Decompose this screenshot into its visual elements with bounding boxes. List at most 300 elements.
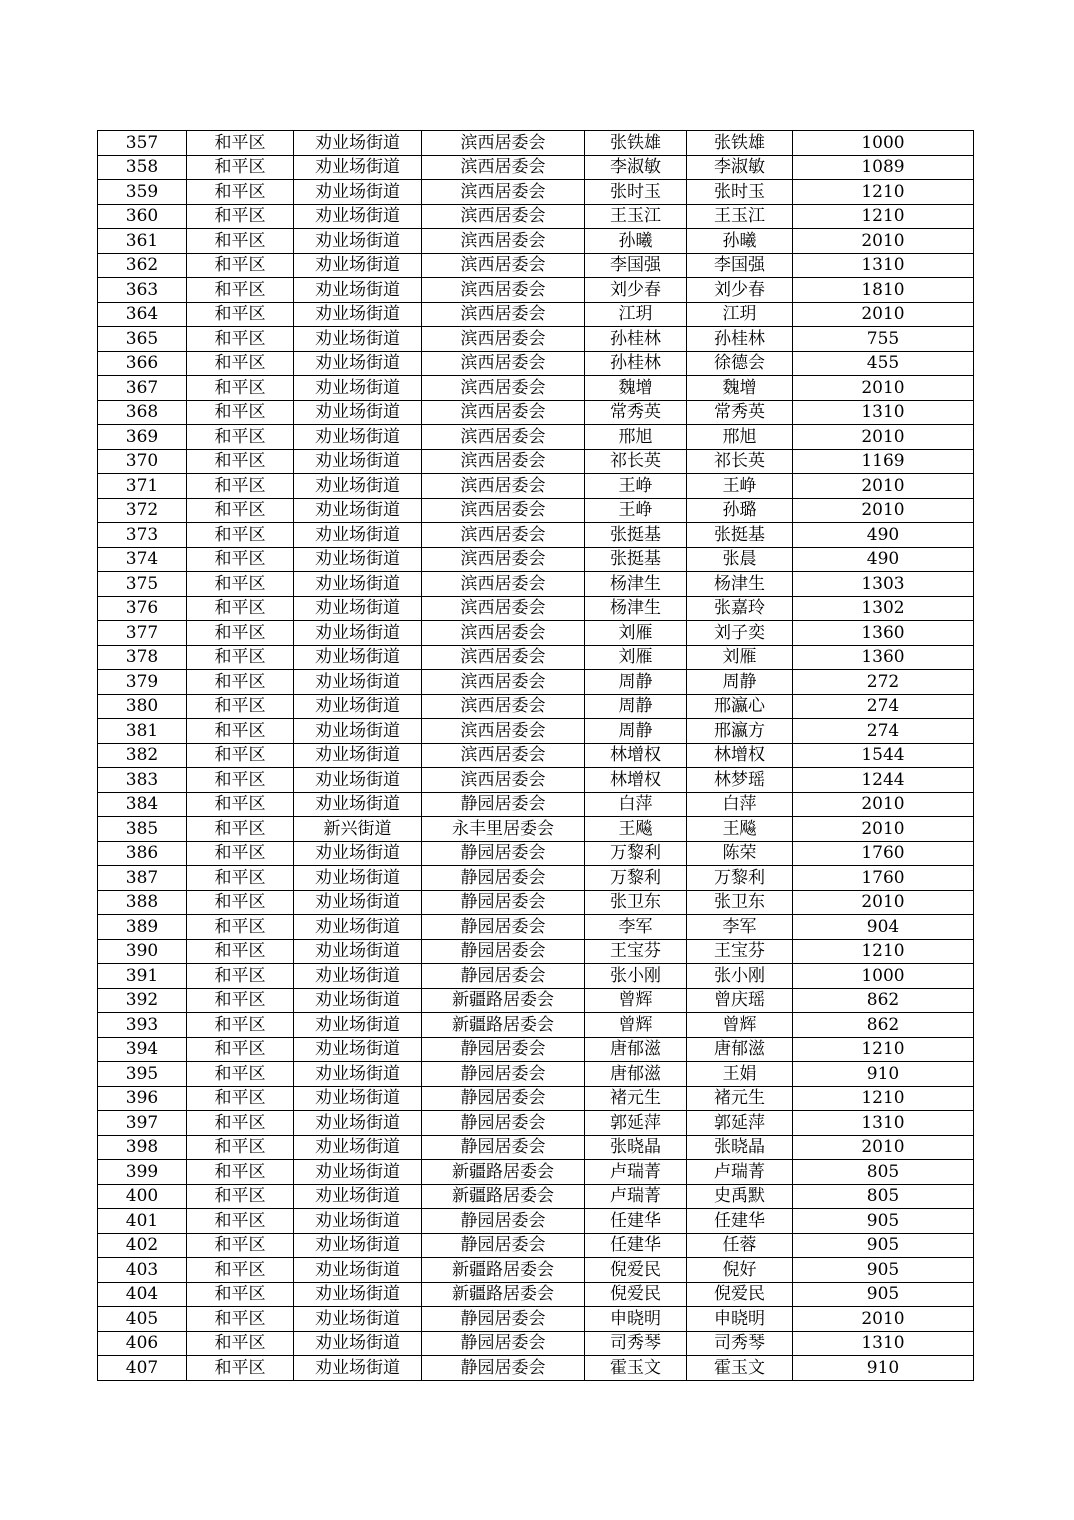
district-cell: 和平区 — [187, 572, 294, 597]
applicant-cell: 李军 — [585, 915, 687, 940]
committee-cell: 静园居委会 — [422, 890, 585, 915]
committee-cell: 滨西居委会 — [422, 523, 585, 548]
district-cell: 和平区 — [187, 743, 294, 768]
member-cell: 邢瀛心 — [687, 694, 793, 719]
applicant-cell: 孙桂林 — [585, 351, 687, 376]
street-cell: 劝业场街道 — [294, 1356, 422, 1381]
committee-cell: 静园居委会 — [422, 1209, 585, 1234]
applicant-cell: 申晓明 — [585, 1307, 687, 1332]
member-cell: 邢瀛方 — [687, 719, 793, 744]
amount-cell: 1210 — [793, 180, 974, 205]
committee-cell: 静园居委会 — [422, 1307, 585, 1332]
district-cell: 和平区 — [187, 400, 294, 425]
amount-cell: 1360 — [793, 621, 974, 646]
district-cell: 和平区 — [187, 645, 294, 670]
member-cell: 张嘉玲 — [687, 596, 793, 621]
committee-cell: 静园居委会 — [422, 1233, 585, 1258]
committee-cell: 滨西居委会 — [422, 131, 585, 156]
applicant-cell: 周静 — [585, 694, 687, 719]
committee-cell: 滨西居委会 — [422, 278, 585, 303]
street-cell: 劝业场街道 — [294, 523, 422, 548]
applicant-cell: 刘少春 — [585, 278, 687, 303]
applicant-cell: 张挺基 — [585, 523, 687, 548]
member-cell: 李军 — [687, 915, 793, 940]
committee-cell: 滨西居委会 — [422, 204, 585, 229]
table-row — [98, 1062, 974, 1087]
district-cell: 和平区 — [187, 351, 294, 376]
applicant-cell: 卢瑞菁 — [585, 1184, 687, 1209]
district-cell: 和平区 — [187, 449, 294, 474]
district-cell: 和平区 — [187, 376, 294, 401]
district-cell: 和平区 — [187, 1013, 294, 1038]
row-number-cell: 394 — [98, 1037, 187, 1062]
table-row — [98, 1111, 974, 1136]
amount-cell: 862 — [793, 988, 974, 1013]
table-row — [98, 670, 974, 695]
street-cell: 劝业场街道 — [294, 155, 422, 180]
street-cell: 劝业场街道 — [294, 670, 422, 695]
table-row — [98, 939, 974, 964]
amount-cell: 1089 — [793, 155, 974, 180]
table-row — [98, 988, 974, 1013]
amount-cell: 1000 — [793, 964, 974, 989]
amount-cell: 274 — [793, 719, 974, 744]
applicant-cell: 周静 — [585, 670, 687, 695]
row-number-cell: 384 — [98, 792, 187, 817]
street-cell: 劝业场街道 — [294, 425, 422, 450]
applicant-cell: 祁长英 — [585, 449, 687, 474]
committee-cell: 静园居委会 — [422, 1086, 585, 1111]
committee-cell: 静园居委会 — [422, 1062, 585, 1087]
row-number-cell: 387 — [98, 866, 187, 891]
street-cell: 劝业场街道 — [294, 890, 422, 915]
applicant-cell: 曾辉 — [585, 1013, 687, 1038]
amount-cell: 1210 — [793, 1037, 974, 1062]
table-row — [98, 596, 974, 621]
committee-cell: 滨西居委会 — [422, 180, 585, 205]
street-cell: 劝业场街道 — [294, 1135, 422, 1160]
applicant-cell: 倪爱民 — [585, 1258, 687, 1283]
committee-cell: 静园居委会 — [422, 1111, 585, 1136]
member-cell: 王飚 — [687, 817, 793, 842]
amount-cell: 1360 — [793, 645, 974, 670]
member-cell: 孙桂林 — [687, 327, 793, 352]
table-row — [98, 1013, 974, 1038]
table-row — [98, 180, 974, 205]
row-number-cell: 386 — [98, 841, 187, 866]
committee-cell: 新疆路居委会 — [422, 988, 585, 1013]
street-cell: 劝业场街道 — [294, 229, 422, 254]
applicant-cell: 林增权 — [585, 768, 687, 793]
row-number-cell: 361 — [98, 229, 187, 254]
row-number-cell: 383 — [98, 768, 187, 793]
applicant-cell: 白萍 — [585, 792, 687, 817]
amount-cell: 1310 — [793, 253, 974, 278]
member-cell: 曾辉 — [687, 1013, 793, 1038]
street-cell: 劝业场街道 — [294, 1331, 422, 1356]
committee-cell: 滨西居委会 — [422, 621, 585, 646]
row-number-cell: 381 — [98, 719, 187, 744]
row-number-cell: 357 — [98, 131, 187, 156]
applicant-cell: 曾辉 — [585, 988, 687, 1013]
applicant-cell: 司秀琴 — [585, 1331, 687, 1356]
amount-cell: 910 — [793, 1356, 974, 1381]
row-number-cell: 396 — [98, 1086, 187, 1111]
street-cell: 劝业场街道 — [294, 1062, 422, 1087]
committee-cell: 滨西居委会 — [422, 376, 585, 401]
committee-cell: 滨西居委会 — [422, 425, 585, 450]
row-number-cell: 369 — [98, 425, 187, 450]
amount-cell: 2010 — [793, 1307, 974, 1332]
applicant-cell: 杨津生 — [585, 596, 687, 621]
row-number-cell: 393 — [98, 1013, 187, 1038]
district-cell: 和平区 — [187, 915, 294, 940]
committee-cell: 滨西居委会 — [422, 768, 585, 793]
table-row — [98, 498, 974, 523]
district-cell: 和平区 — [187, 425, 294, 450]
street-cell: 劝业场街道 — [294, 988, 422, 1013]
row-number-cell: 406 — [98, 1331, 187, 1356]
amount-cell: 2010 — [793, 498, 974, 523]
row-number-cell: 404 — [98, 1282, 187, 1307]
member-cell: 陈荣 — [687, 841, 793, 866]
committee-cell: 滨西居委会 — [422, 596, 585, 621]
amount-cell: 755 — [793, 327, 974, 352]
member-cell: 王宝芬 — [687, 939, 793, 964]
committee-cell: 静园居委会 — [422, 939, 585, 964]
committee-cell: 滨西居委会 — [422, 572, 585, 597]
district-cell: 和平区 — [187, 964, 294, 989]
amount-cell: 905 — [793, 1282, 974, 1307]
member-cell: 曾庆瑶 — [687, 988, 793, 1013]
district-cell: 和平区 — [187, 1184, 294, 1209]
street-cell: 劝业场街道 — [294, 1160, 422, 1185]
committee-cell: 滨西居委会 — [422, 670, 585, 695]
street-cell: 劝业场街道 — [294, 841, 422, 866]
amount-cell: 1244 — [793, 768, 974, 793]
row-number-cell: 360 — [98, 204, 187, 229]
amount-cell: 1303 — [793, 572, 974, 597]
committee-cell: 滨西居委会 — [422, 351, 585, 376]
applicant-cell: 褚元生 — [585, 1086, 687, 1111]
row-number-cell: 392 — [98, 988, 187, 1013]
row-number-cell: 385 — [98, 817, 187, 842]
street-cell: 劝业场街道 — [294, 498, 422, 523]
member-cell: 林增权 — [687, 743, 793, 768]
member-cell: 王娟 — [687, 1062, 793, 1087]
row-number-cell: 367 — [98, 376, 187, 401]
district-cell: 和平区 — [187, 866, 294, 891]
member-cell: 霍玉文 — [687, 1356, 793, 1381]
amount-cell: 862 — [793, 1013, 974, 1038]
district-cell: 和平区 — [187, 988, 294, 1013]
table-row — [98, 1258, 974, 1283]
district-cell: 和平区 — [187, 1331, 294, 1356]
row-number-cell: 377 — [98, 621, 187, 646]
amount-cell: 905 — [793, 1258, 974, 1283]
district-cell: 和平区 — [187, 596, 294, 621]
member-cell: 周静 — [687, 670, 793, 695]
amount-cell: 1760 — [793, 866, 974, 891]
amount-cell: 805 — [793, 1160, 974, 1185]
street-cell: 劝业场街道 — [294, 1258, 422, 1283]
amount-cell: 2010 — [793, 792, 974, 817]
member-cell: 张时玉 — [687, 180, 793, 205]
row-number-cell: 376 — [98, 596, 187, 621]
street-cell: 劝业场街道 — [294, 351, 422, 376]
row-number-cell: 390 — [98, 939, 187, 964]
district-cell: 和平区 — [187, 1282, 294, 1307]
row-number-cell: 378 — [98, 645, 187, 670]
committee-cell: 滨西居委会 — [422, 474, 585, 499]
amount-cell: 2010 — [793, 229, 974, 254]
applicant-cell: 江玥 — [585, 302, 687, 327]
row-number-cell: 379 — [98, 670, 187, 695]
row-number-cell: 364 — [98, 302, 187, 327]
applicant-cell: 孙桂林 — [585, 327, 687, 352]
row-number-cell: 366 — [98, 351, 187, 376]
applicant-cell: 邢旭 — [585, 425, 687, 450]
applicant-cell: 张卫东 — [585, 890, 687, 915]
district-cell: 和平区 — [187, 180, 294, 205]
table-row — [98, 302, 974, 327]
table-row — [98, 400, 974, 425]
applicant-cell: 张时玉 — [585, 180, 687, 205]
table-row — [98, 1184, 974, 1209]
row-number-cell: 395 — [98, 1062, 187, 1087]
member-cell: 张挺基 — [687, 523, 793, 548]
member-cell: 任蓉 — [687, 1233, 793, 1258]
amount-cell: 490 — [793, 523, 974, 548]
applicant-cell: 刘雁 — [585, 645, 687, 670]
street-cell: 劝业场街道 — [294, 547, 422, 572]
district-cell: 和平区 — [187, 719, 294, 744]
street-cell: 劝业场街道 — [294, 1209, 422, 1234]
applicant-cell: 王宝芬 — [585, 939, 687, 964]
table-body — [98, 131, 974, 1381]
table-row — [98, 915, 974, 940]
applicant-cell: 唐郁滋 — [585, 1062, 687, 1087]
member-cell: 唐郁滋 — [687, 1037, 793, 1062]
applicant-cell: 常秀英 — [585, 400, 687, 425]
district-cell: 和平区 — [187, 1356, 294, 1381]
amount-cell: 274 — [793, 694, 974, 719]
amount-cell: 1210 — [793, 204, 974, 229]
member-cell: 祁长英 — [687, 449, 793, 474]
district-cell: 和平区 — [187, 694, 294, 719]
street-cell: 劝业场街道 — [294, 327, 422, 352]
amount-cell: 1310 — [793, 1111, 974, 1136]
row-number-cell: 372 — [98, 498, 187, 523]
row-number-cell: 401 — [98, 1209, 187, 1234]
applicant-cell: 王峥 — [585, 474, 687, 499]
row-number-cell: 363 — [98, 278, 187, 303]
committee-cell: 静园居委会 — [422, 866, 585, 891]
amount-cell: 1310 — [793, 400, 974, 425]
street-cell: 劝业场街道 — [294, 719, 422, 744]
street-cell: 劝业场街道 — [294, 1037, 422, 1062]
applicant-cell: 倪爱民 — [585, 1282, 687, 1307]
street-cell: 劝业场街道 — [294, 792, 422, 817]
committee-cell: 滨西居委会 — [422, 155, 585, 180]
district-cell: 和平区 — [187, 939, 294, 964]
member-cell: 张晨 — [687, 547, 793, 572]
district-cell: 和平区 — [187, 1307, 294, 1332]
applicant-cell: 卢瑞菁 — [585, 1160, 687, 1185]
table-row — [98, 719, 974, 744]
records-table — [97, 130, 974, 1381]
applicant-cell: 周静 — [585, 719, 687, 744]
street-cell: 劝业场街道 — [294, 939, 422, 964]
district-cell: 和平区 — [187, 204, 294, 229]
table-row — [98, 547, 974, 572]
street-cell: 劝业场街道 — [294, 596, 422, 621]
row-number-cell: 362 — [98, 253, 187, 278]
applicant-cell: 万黎利 — [585, 841, 687, 866]
table-row — [98, 621, 974, 646]
member-cell: 魏增 — [687, 376, 793, 401]
table-row — [98, 817, 974, 842]
district-cell: 和平区 — [187, 302, 294, 327]
committee-cell: 静园居委会 — [422, 1037, 585, 1062]
amount-cell: 455 — [793, 351, 974, 376]
table-row — [98, 1307, 974, 1332]
amount-cell: 1210 — [793, 1086, 974, 1111]
member-cell: 郭延萍 — [687, 1111, 793, 1136]
street-cell: 劝业场街道 — [294, 474, 422, 499]
committee-cell: 新疆路居委会 — [422, 1160, 585, 1185]
amount-cell: 1760 — [793, 841, 974, 866]
street-cell: 劝业场街道 — [294, 376, 422, 401]
table-row — [98, 204, 974, 229]
table-row — [98, 1282, 974, 1307]
district-cell: 和平区 — [187, 474, 294, 499]
table-row — [98, 1037, 974, 1062]
committee-cell: 新疆路居委会 — [422, 1258, 585, 1283]
row-number-cell: 403 — [98, 1258, 187, 1283]
table-row — [98, 1160, 974, 1185]
committee-cell: 静园居委会 — [422, 915, 585, 940]
row-number-cell: 370 — [98, 449, 187, 474]
amount-cell: 490 — [793, 547, 974, 572]
committee-cell: 滨西居委会 — [422, 743, 585, 768]
district-cell: 和平区 — [187, 670, 294, 695]
street-cell: 劝业场街道 — [294, 694, 422, 719]
committee-cell: 滨西居委会 — [422, 498, 585, 523]
applicant-cell: 李淑敏 — [585, 155, 687, 180]
row-number-cell: 371 — [98, 474, 187, 499]
street-cell: 劝业场街道 — [294, 449, 422, 474]
amount-cell: 805 — [793, 1184, 974, 1209]
row-number-cell: 359 — [98, 180, 187, 205]
district-cell: 和平区 — [187, 253, 294, 278]
committee-cell: 静园居委会 — [422, 964, 585, 989]
row-number-cell: 398 — [98, 1135, 187, 1160]
member-cell: 刘子奕 — [687, 621, 793, 646]
amount-cell: 2010 — [793, 1135, 974, 1160]
row-number-cell: 368 — [98, 400, 187, 425]
amount-cell: 1302 — [793, 596, 974, 621]
member-cell: 江玥 — [687, 302, 793, 327]
street-cell: 劝业场街道 — [294, 915, 422, 940]
member-cell: 倪爱民 — [687, 1282, 793, 1307]
district-cell: 和平区 — [187, 547, 294, 572]
member-cell: 任建华 — [687, 1209, 793, 1234]
applicant-cell: 郭延萍 — [585, 1111, 687, 1136]
district-cell: 和平区 — [187, 1037, 294, 1062]
row-number-cell: 399 — [98, 1160, 187, 1185]
district-cell: 和平区 — [187, 1160, 294, 1185]
member-cell: 卢瑞菁 — [687, 1160, 793, 1185]
committee-cell: 静园居委会 — [422, 1135, 585, 1160]
table-row — [98, 743, 974, 768]
street-cell: 劝业场街道 — [294, 253, 422, 278]
committee-cell: 滨西居委会 — [422, 253, 585, 278]
applicant-cell: 魏增 — [585, 376, 687, 401]
committee-cell: 新疆路居委会 — [422, 1013, 585, 1038]
applicant-cell: 孙曦 — [585, 229, 687, 254]
committee-cell: 滨西居委会 — [422, 400, 585, 425]
committee-cell: 静园居委会 — [422, 792, 585, 817]
district-cell: 和平区 — [187, 768, 294, 793]
district-cell: 和平区 — [187, 131, 294, 156]
member-cell: 刘雁 — [687, 645, 793, 670]
member-cell: 张铁雄 — [687, 131, 793, 156]
table-row — [98, 964, 974, 989]
amount-cell: 2010 — [793, 376, 974, 401]
amount-cell: 2010 — [793, 302, 974, 327]
committee-cell: 静园居委会 — [422, 1356, 585, 1381]
amount-cell: 2010 — [793, 817, 974, 842]
table-row — [98, 694, 974, 719]
member-cell: 褚元生 — [687, 1086, 793, 1111]
table-row — [98, 253, 974, 278]
street-cell: 劝业场街道 — [294, 1282, 422, 1307]
table-row — [98, 866, 974, 891]
amount-cell: 905 — [793, 1209, 974, 1234]
committee-cell: 静园居委会 — [422, 841, 585, 866]
member-cell: 孙璐 — [687, 498, 793, 523]
amount-cell: 2010 — [793, 474, 974, 499]
row-number-cell: 400 — [98, 1184, 187, 1209]
member-cell: 孙曦 — [687, 229, 793, 254]
street-cell: 劝业场街道 — [294, 400, 422, 425]
committee-cell: 滨西居委会 — [422, 645, 585, 670]
district-cell: 和平区 — [187, 1209, 294, 1234]
member-cell: 邢旭 — [687, 425, 793, 450]
district-cell: 和平区 — [187, 817, 294, 842]
district-cell: 和平区 — [187, 229, 294, 254]
street-cell: 劝业场街道 — [294, 131, 422, 156]
table-row — [98, 1086, 974, 1111]
street-cell: 劝业场街道 — [294, 180, 422, 205]
street-cell: 劝业场街道 — [294, 645, 422, 670]
street-cell: 劝业场街道 — [294, 1233, 422, 1258]
committee-cell: 滨西居委会 — [422, 547, 585, 572]
amount-cell: 2010 — [793, 425, 974, 450]
table-row — [98, 841, 974, 866]
row-number-cell: 374 — [98, 547, 187, 572]
row-number-cell: 382 — [98, 743, 187, 768]
member-cell: 张晓晶 — [687, 1135, 793, 1160]
member-cell: 杨津生 — [687, 572, 793, 597]
member-cell: 王玉江 — [687, 204, 793, 229]
table-row — [98, 890, 974, 915]
committee-cell: 新疆路居委会 — [422, 1282, 585, 1307]
district-cell: 和平区 — [187, 155, 294, 180]
applicant-cell: 张铁雄 — [585, 131, 687, 156]
committee-cell: 滨西居委会 — [422, 229, 585, 254]
